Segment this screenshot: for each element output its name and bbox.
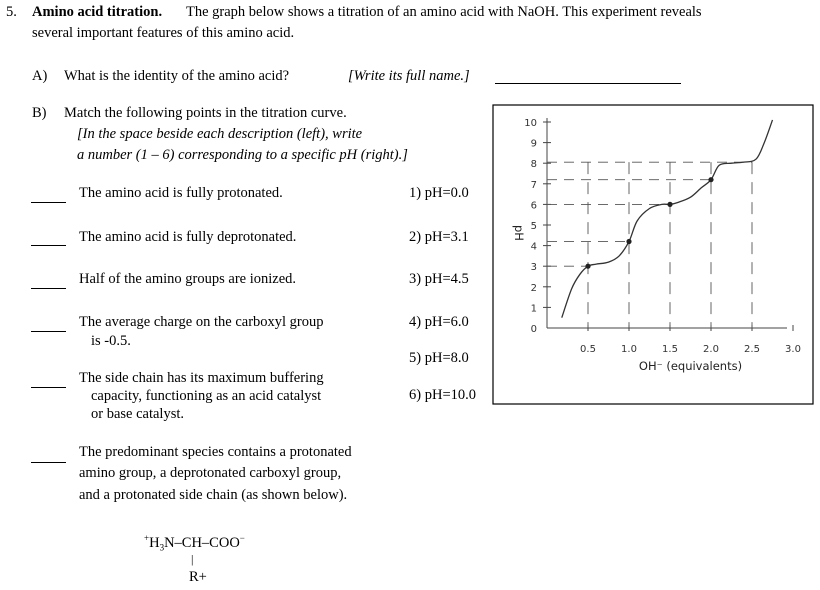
reference-point (708, 177, 713, 182)
ph-option-1: 1) pH=0.0 (409, 185, 469, 201)
description-6-line3: and a protonated side chain (as shown below). (79, 487, 348, 503)
x-tick-label: 0.5 (580, 344, 596, 355)
y-tick-label: 3 (530, 262, 537, 274)
description-5-line3: or base catalyst. (91, 406, 185, 422)
y-tick-label: 0 (530, 324, 537, 335)
y-tick-label: 2 (530, 282, 537, 294)
reference-point (667, 202, 672, 207)
part-b-instruction-line2: a number (1 – 6) corresponding to a specific pH (right).] (77, 147, 408, 163)
ph-option-5: 5) pH=8.0 (409, 350, 469, 366)
x-tick-label: 1.5 (662, 344, 678, 355)
x-tick-label: 1.0 (621, 344, 637, 355)
y-tick-label: 8 (530, 159, 537, 171)
description-4-line2: is -0.5. (91, 333, 131, 349)
reference-point (585, 264, 590, 269)
structure-bond: | (191, 552, 194, 566)
reference-point (626, 239, 631, 244)
part-b-letter: B) (32, 105, 47, 121)
structure-side-chain: R+ (189, 569, 207, 585)
part-b-instruction-line1: [In the space beside each description (left), write (77, 126, 363, 142)
description-4-line1: The average charge on the carboxyl group (79, 314, 324, 330)
part-b-question: Match the following points in the titration curve. (64, 105, 347, 121)
description-5-line2: capacity, functioning as an acid catalyst (91, 388, 322, 404)
description-5-line1: The side chain has its maximum buffering (79, 370, 324, 386)
ph-option-2: 2) pH=3.1 (409, 229, 469, 245)
ph-option-4: 4) pH=6.0 (409, 314, 469, 330)
description-2: The amino acid is fully deprotonated. (79, 229, 297, 245)
ph-option-6: 6) pH=10.0 (409, 387, 476, 403)
y-tick-label: 4 (530, 241, 537, 253)
part-a-question: What is the identity of the amino acid? (64, 68, 290, 84)
question-number: 5. (6, 4, 17, 20)
description-3: Half of the amino groups are ionized. (79, 271, 297, 287)
y-tick-label: 10 (524, 118, 537, 129)
y-axis-label: pH (512, 225, 526, 241)
part-a-hint: [Write its full name.] (348, 68, 470, 84)
y-tick-label: 7 (530, 179, 537, 191)
description-6-line1: The predominant species contains a protonated (79, 444, 352, 460)
question-title: Amino acid titration. (32, 4, 163, 20)
titration-curve (562, 120, 773, 318)
x-tick-label: 3.0 (785, 344, 801, 355)
y-tick-label: 5 (530, 221, 537, 232)
question-intro-line1: The graph below shows a titration of an amino acid with NaOH. This experiment reveals (186, 4, 702, 20)
y-tick-label: 6 (530, 200, 537, 212)
question-intro-line2: several important features of this amino acid. (32, 25, 295, 41)
x-tick-label: 2.5 (744, 344, 760, 355)
y-tick-label: 9 (530, 138, 537, 150)
x-axis-label: OH⁻ (equivalents) (638, 359, 743, 373)
y-tick-label: 1 (530, 303, 537, 315)
x-tick-label: 2.0 (703, 344, 719, 355)
ph-option-3: 3) pH=4.5 (409, 271, 469, 287)
part-a-letter: A) (32, 68, 48, 84)
description-6-line2: amino group, a deprotonated carboxyl group, (79, 465, 342, 481)
description-1: The amino acid is fully protonated. (79, 185, 283, 201)
structure-formula: $^+H_3N-CH-COO^-$ (144, 533, 245, 553)
